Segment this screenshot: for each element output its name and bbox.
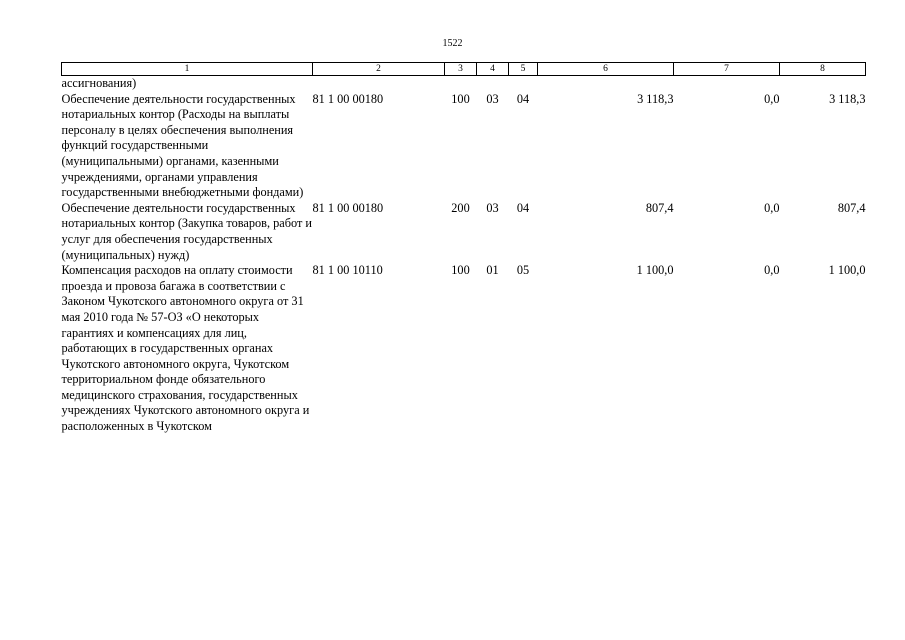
header-col-4: 4 [477,63,509,76]
row-code: 81 1 00 00180 [312,200,384,215]
table-row [62,263,866,435]
continuation-row [62,76,866,92]
row-rz: 03 [486,91,499,106]
row-name: Обеспечение деятельности государственных нотариальных контор (Закупка товаров, работ и услуг для обеспечения государственных (муниципальных) нужд) [61,200,312,262]
row-pr: 04 [516,91,530,106]
row-vr: 100 [451,91,470,106]
header-col-1: 1 [62,63,313,76]
row-vr: 200 [451,200,470,215]
table-row [62,92,866,201]
header-row [62,63,866,76]
row-value-8: 3 118,3 [829,91,866,106]
header-col-2: 2 [313,63,445,76]
row-code: 81 1 00 00180 [312,91,384,106]
header-col-6: 6 [538,63,674,76]
budget-table [61,62,866,435]
header-col-8: 8 [780,63,866,76]
header-col-5: 5 [509,63,538,76]
row-value-6: 1 100,0 [636,263,674,278]
header-col-3: 3 [445,63,477,76]
row-pr: 04 [516,200,530,215]
row-rz: 01 [486,263,499,278]
row-value-8: 807,4 [837,200,866,215]
row-rz: 03 [486,200,499,215]
row-value-8: 1 100,0 [828,263,866,278]
row-value-7: 0,0 [764,91,780,106]
row-value-7: 0,0 [764,263,780,278]
row-pr: 05 [516,263,530,278]
continuation-text: ассигнования) [61,76,137,90]
row-name: Компенсация расходов на оплату стоимости проезда и провоза багажа в соответствии с Законом Чукотского автономного округа от 31 мая 2010 года № 57-ОЗ «О некоторых гарантиях и компенсациях для лиц, работающих в государственных органах Чукотского автономного округа, Чукотском территориальном фонде обязательного медицинского страхования, государственных учреждениях Чукотского автономного округа и расположенных в Чукотском [61,263,310,434]
row-value-7: 0,0 [764,200,780,215]
header-col-7: 7 [674,63,780,76]
table-row [62,201,866,263]
row-vr: 100 [451,263,470,278]
row-name: Обеспечение деятельности государственных нотариальных контор (Расходы на выплаты персоналу в целях обеспечения выполнения функций государственными (муниципальными) органами, казенными учреждениями, органами управления государственными внебюджетными фондами) [61,91,304,200]
row-code: 81 1 00 10110 [312,263,383,278]
page-number: 1522 [442,38,463,49]
row-value-6: 3 118,3 [637,91,674,106]
row-value-6: 807,4 [645,200,674,215]
